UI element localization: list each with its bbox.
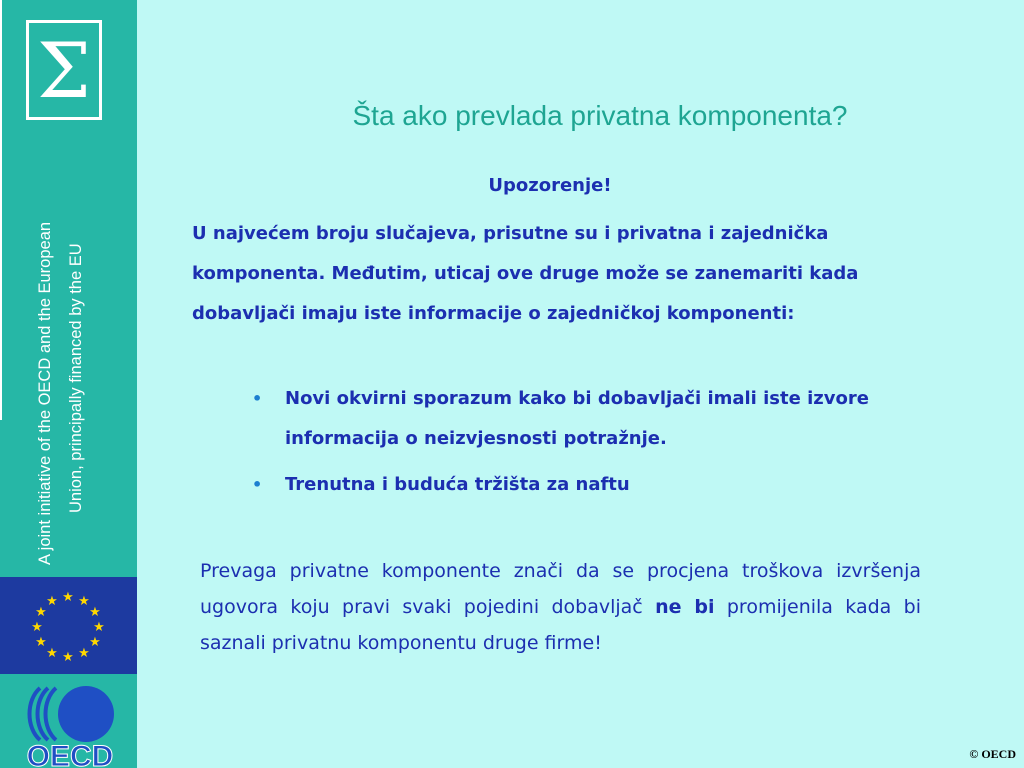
svg-text:★: ★: [62, 650, 74, 665]
eu-flag-logo: [0, 577, 137, 674]
svg-text:★: ★: [78, 594, 90, 609]
sidebar: [0, 0, 137, 768]
summary-text-start: Prevaga privatne komponente znači da se procjena troškova izvršenja ugovora koju pravi svaki pojedini dobavljač: [200, 560, 921, 618]
sigma-logo: [26, 20, 102, 120]
sigma-icon: [29, 23, 99, 117]
svg-text:★: ★: [78, 646, 90, 661]
sidebar-caption-line2: Union, principally financed by the EU: [67, 243, 85, 513]
svg-text:★: ★: [46, 646, 58, 661]
bullet-icon: •: [252, 475, 263, 494]
list-item: [252, 465, 932, 505]
summary-text-end: promijenila kada bi saznali privatnu komponentu druge firme!: [200, 596, 921, 654]
svg-text:★: ★: [89, 605, 101, 620]
svg-text:★: ★: [93, 620, 105, 635]
sidebar-caption-line1: A joint initiative of the OECD and the European: [36, 221, 54, 565]
svg-text:★: ★: [31, 620, 43, 635]
svg-text:★: ★: [89, 635, 101, 650]
sidebar-caption: [30, 135, 92, 565]
oecd-logo-icon: [22, 682, 118, 768]
list-item: [252, 379, 932, 459]
bullet-text: Novi okvirni sporazum kako bi dobavljači imali iste izvore informacija o neizvjesnosti potražnje.: [285, 388, 869, 449]
svg-text:OECD: OECD: [26, 740, 114, 768]
svg-text:Σ: Σ: [37, 26, 91, 115]
svg-text:★: ★: [62, 590, 74, 605]
bullet-text: Trenutna i buduća tržišta za naftu: [285, 474, 630, 495]
svg-text:★: ★: [46, 594, 58, 609]
eu-stars-icon: [0, 577, 137, 674]
summary-emphasis: ne bi: [655, 596, 715, 618]
slide-title: Šta ako prevlada privatna komponenta?: [352, 100, 848, 131]
summary-paragraph: [200, 553, 921, 661]
intro-paragraph: U najvećem broju slučajeva, prisutne su i privatna i zajednička komponenta. Međutim, uticaj ove druge može se zanemariti kada dobavljači imaju iste informacije o zajedničkoj komponenti:: [192, 223, 859, 324]
bullet-list: [252, 379, 932, 511]
svg-text:★: ★: [35, 605, 47, 620]
copyright-notice: © OECD: [969, 747, 1016, 761]
oecd-logo: [22, 682, 118, 768]
warning-heading: Upozorenje!: [488, 175, 612, 196]
svg-text:★: ★: [35, 635, 47, 650]
bullet-icon: •: [252, 389, 263, 408]
sidebar-divider: [0, 0, 2, 420]
